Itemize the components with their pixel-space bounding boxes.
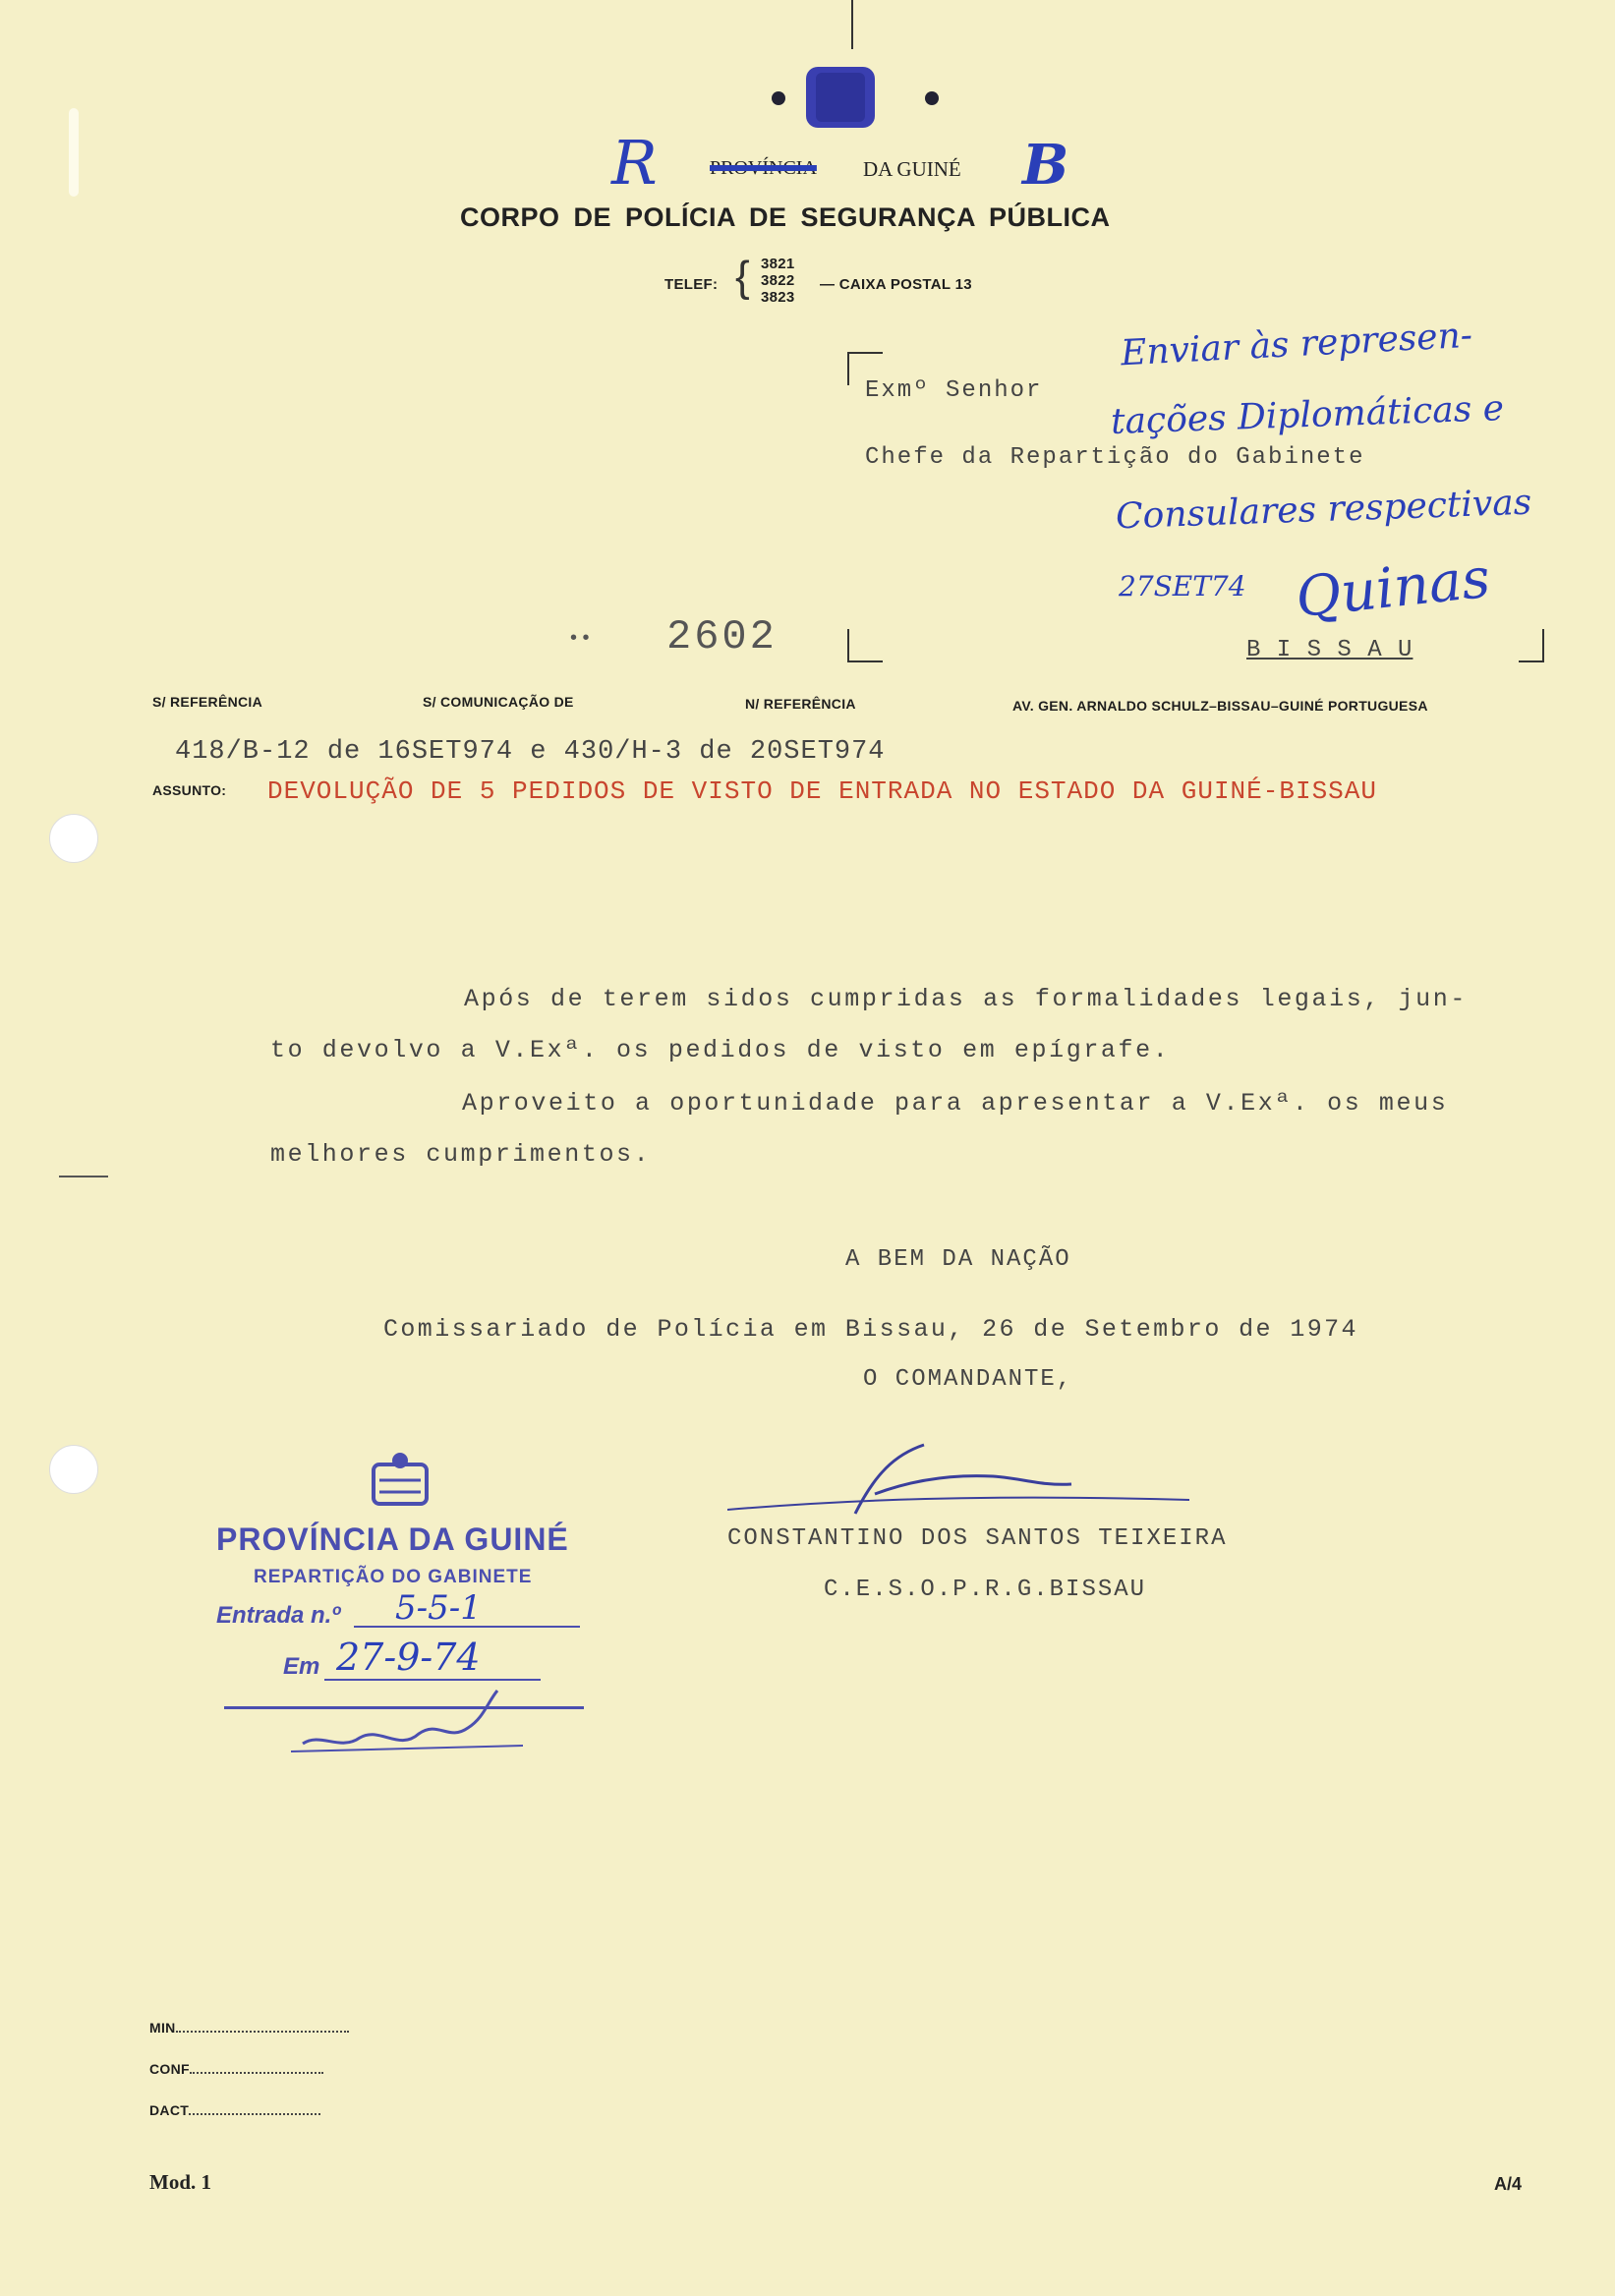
reference-line: 418/B-12 de 16SET974 e 430/H-3 de 20SET974 [175,737,886,767]
telef-label: TELEF: [664,276,719,293]
stamp-line-2: REPARTIÇÃO DO GABINETE [254,1567,533,1587]
note-date: 27SET74 [1119,570,1246,603]
salutation: Exmº Senhor [865,377,1043,404]
caixa-postal: — CAIXA POSTAL 13 [820,276,972,293]
handwritten-r: R [611,127,658,199]
model-number: Mod. 1 [149,2170,211,2194]
phone-3: 3823 [761,289,795,306]
motto: A BEM DA NAÇÃO [845,1246,1071,1273]
address-corner-bl [847,629,883,662]
signer-name: CONSTANTINO DOS SANTOS TEIXEIRA [727,1525,1228,1552]
body-p1-line2: to devolvo a V.Exª. os pedidos de visto em epígrafe. [270,1036,1171,1064]
assunto-label: ASSUNTO: [152,782,227,798]
body-p1-line1: Após de terem sidos cumpridas as formalidades legais, jun- [464,985,1468,1013]
note-line-2: tações Diplomáticas e [1110,388,1505,442]
phone-1: 3821 [761,256,795,272]
binder-hole-bottom [49,1445,98,1494]
recipient-city: B I S S A U [1246,637,1413,663]
dact-label: DACT [149,2102,190,2118]
fold-marker-left [59,1176,108,1177]
coat-of-arms-icon [757,59,953,138]
handwritten-b: B [1022,133,1069,198]
phone-brace: { [735,253,750,301]
conf-label: CONF [149,2061,190,2077]
stamp-initials-icon [291,1683,527,1761]
number-marks: • • [570,627,590,649]
s-com-label: S/ COMUNICAÇÃO DE [423,694,574,710]
stamp-entrada-value: 5-5-1 [395,1588,482,1628]
page-code: A/4 [1494,2174,1523,2194]
assunto-text: DEVOLUÇÃO DE 5 PEDIDOS DE VISTO DE ENTRADA NO ESTADO DA GUINÉ-BISSAU [267,776,1377,806]
dact-field [149,2099,320,2118]
signer-role: O COMANDANTE, [863,1366,1073,1393]
struck-province [710,157,817,180]
stamp-line-1: PROVÍNCIA DA GUINÉ [216,1521,569,1557]
paper-tear [69,108,79,197]
stamp-em-line [324,1679,541,1681]
min-field [149,2017,349,2036]
body-p2-line2: melhores cumprimentos. [270,1140,652,1169]
doc-number: 2602 [666,613,778,660]
stamp-crest-icon [356,1451,444,1510]
phone-list [761,256,795,306]
org-title: CORPO DE POLÍCIA DE SEGURANÇA PÚBLICA [460,202,1111,232]
place-date: Comissariado de Polícia em Bissau, 26 de Setembro de 1974 [383,1315,1358,1344]
conf-field [149,2058,323,2077]
stamp-em-value: 27-9-74 [336,1636,481,1679]
phone-2: 3822 [761,272,795,289]
struck-word: PROVÍNCIA [710,157,817,179]
note-line-3: Consulares respectivas [1115,482,1532,538]
s-ref-label: S/ REFERÊNCIA [152,694,263,710]
n-ref-label: N/ REFERÊNCIA [745,696,856,712]
signer-unit: C.E.S.O.P.R.G.BISSAU [824,1577,1147,1603]
binder-hole-top [49,814,98,863]
note-signature: Quinas [1293,545,1493,631]
note-line-1: Enviar às represen- [1120,315,1473,374]
stamp-em-label: Em [283,1653,320,1680]
body-p2-line1: Aproveito a oportunidade para apresentar a V.Exª. os meus [462,1089,1449,1118]
address-corner-br [1519,629,1544,662]
min-label: MIN [149,2020,176,2036]
province-name: DA GUINÉ [863,157,961,181]
address-label: AV. GEN. ARNALDO SCHULZ–BISSAU–GUINÉ PORTUGUESA [1012,698,1428,714]
fold-mark [851,0,853,49]
recipient-title: Chefe da Repartição do Gabinete [865,444,1365,471]
stamp-entrada-label: Entrada n.º [216,1602,341,1629]
